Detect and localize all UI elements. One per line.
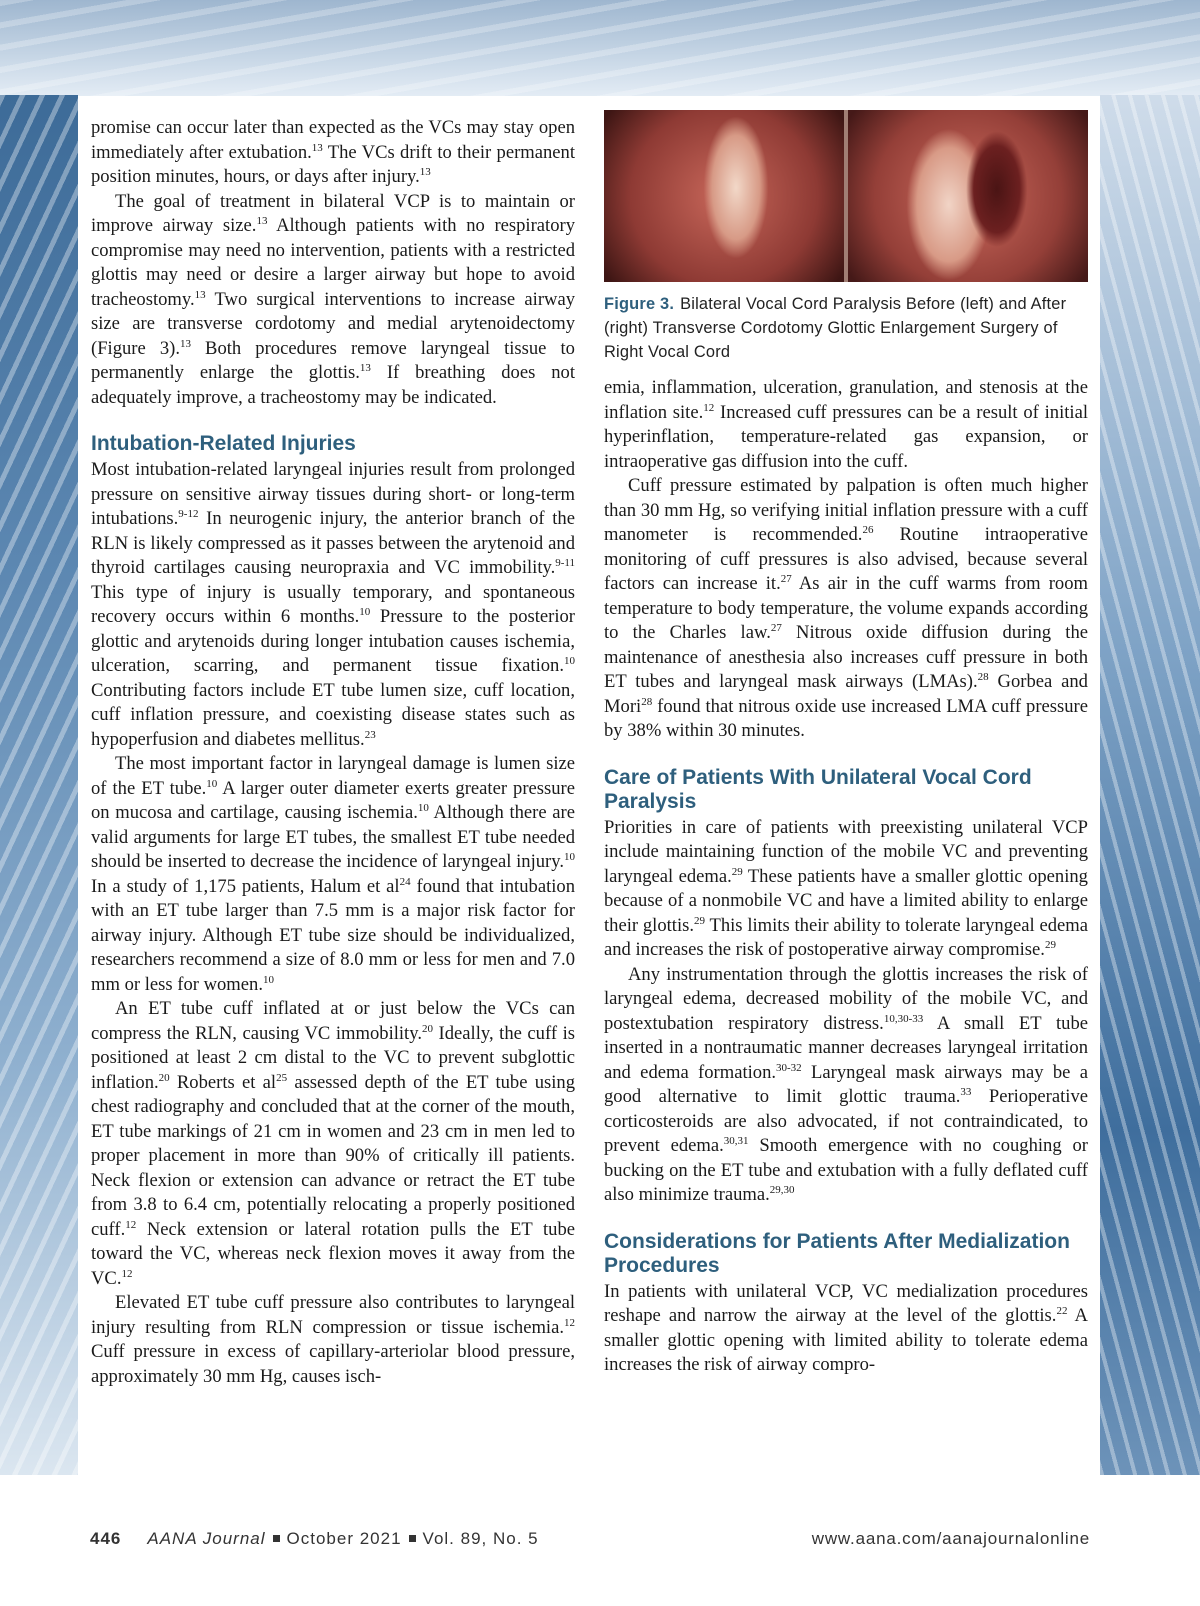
paragraph — [604, 816, 1088, 963]
page-footer — [90, 1529, 1090, 1553]
text-run: Smooth emergence with no coughing or bucking on the ET tube and extubation with a fully deflated cuff also minimize trauma. — [604, 1135, 1088, 1205]
text-run: The goal of treatment in bilateral VCP is to maintain or improve airway size. — [91, 190, 575, 236]
citation-ref: 13 — [359, 361, 371, 374]
paragraph — [604, 474, 1088, 744]
citation-ref: 30,31 — [723, 1134, 749, 1147]
citation-ref: 25 — [276, 1071, 288, 1084]
figure-label: Figure 3. — [604, 295, 675, 313]
citation-ref: 9-12 — [178, 507, 199, 520]
page-number: 446 — [90, 1529, 122, 1548]
text-run: Priorities in care of patients with preexisting unilateral VCP include maintaining function of the mobile VC and preventing laryngeal edema. — [604, 816, 1088, 887]
text-run: assessed depth of the ET tube using chest radiography and concluded that at the corner of the mouth, ET tube markings of 21 cm in women and 23 cm in men led to proper placement in more than 90% of critically ill patients. Neck flexion or extension can advance or retract the ET tube from 3.8 to 6.4 cm, potentially relocating a properly positioned cuff. — [91, 1071, 575, 1240]
text-run: A smaller glottic opening with limited ability to tolerate edema increases the risk of airway compro- — [604, 1305, 1088, 1375]
text-run: Elevated ET tube cuff pressure also contributes to laryngeal injury resulting from RLN compression or tissue ischemia. — [91, 1292, 575, 1338]
text-run: A larger outer diameter exerts greater pressure on mucosa and cartilage, causing ischemia. — [91, 777, 575, 823]
issue-date: October 2021 — [286, 1529, 402, 1548]
text-run: In a study of 1,175 patients, Halum et al — [91, 875, 400, 897]
paragraph — [91, 458, 575, 752]
text-run: Increased cuff pressures can be a result of initial hyperinflation, temperature-related gas expansion, or intraoperative gas diffusion into the cuff. — [604, 401, 1088, 472]
citation-ref: 13 — [194, 288, 206, 301]
citation-ref: 27 — [780, 572, 792, 585]
text-run: This limits their ability to tolerate laryngeal edema and increases the risk of postoperative airway compromise. — [604, 914, 1088, 960]
text-run: Pressure to the posterior glottic and arytenoids during longer intubation causes ischemia, ulceration, scarring, and permanent tissue fixation. — [91, 606, 575, 676]
text-run: Although there are valid arguments for large ET tubes, the smallest ET tube needed should be inserted to decrease the incidence of laryngeal injury. — [91, 802, 575, 872]
citation-ref: 12 — [564, 1316, 575, 1329]
citation-ref: 29,30 — [769, 1183, 795, 1196]
section-heading-intubation-injuries: Intubation-Related Injuries — [91, 432, 356, 455]
text-run: The VCs drift to their permanent position minutes, hours, or days after injury. — [91, 141, 575, 187]
text-run: An ET tube cuff inflated at or just below the VCs can compress the RLN, causing VC immobility. — [91, 998, 575, 1044]
text-run: promise can occur later than expected as the VCs may stay open immediately after extubation. — [91, 117, 575, 163]
paragraph — [604, 1280, 1088, 1378]
text-run: Perioperative corticosteroids are also advocated, if not contraindicated, to prevent edema. — [604, 1086, 1088, 1156]
text-run: Neck extension or lateral rotation pulls the ET tube toward the VC, whereas neck flexion moves it away from the VC. — [91, 1218, 575, 1289]
decorative-left-background — [0, 95, 78, 1475]
decorative-right-background — [1100, 95, 1200, 1475]
figure-3-image — [604, 110, 1088, 282]
text-run: Most intubation-related laryngeal injuries result from prolonged pressure on sensitive airway tissues during short- or long-term intubations. — [91, 459, 575, 529]
text-run: found that nitrous oxide use increased LMA cuff pressure by 38% within 30 minutes. — [604, 695, 1088, 741]
text-run: Routine intraoperative monitoring of cuff pressures is also advised, because several factors can increase it. — [604, 524, 1088, 594]
citation-ref: 29 — [731, 865, 743, 878]
separator-square-icon — [273, 1535, 280, 1542]
paragraph — [91, 190, 575, 411]
citation-ref: 9-11 — [555, 556, 575, 569]
citation-ref: 10 — [206, 777, 218, 790]
text-run: Ideally, the cuff is positioned at least 2 cm distal to the VC to prevent subglottic inflation. — [91, 1022, 575, 1093]
text-run: Any instrumentation through the glottis increases the risk of laryngeal edema, decreased mobility of the mobile VC, and postextubation respiratory distress. — [604, 963, 1088, 1034]
volume-issue: Vol. 89, No. 5 — [422, 1529, 539, 1548]
text-run: Both procedures remove laryngeal tissue to permanently enlarge the glottis. — [91, 337, 575, 383]
text-run: If breathing does not adequately improve, a tracheostomy may be indicated. — [91, 362, 575, 408]
figure-3 — [604, 110, 1088, 364]
paragraph — [604, 376, 1088, 474]
citation-ref: 13 — [419, 165, 431, 178]
decorative-header-background — [0, 0, 1200, 100]
text-run: As air in the cuff warms from room temperature to body temperature, the volume expands according to the Charles law. — [604, 573, 1088, 643]
text-run: Two surgical interventions to increase airway size are transverse cordotomy and medial arytenoidectomy (Figure 3). — [91, 288, 575, 359]
citation-ref: 24 — [399, 875, 411, 888]
citation-ref: 28 — [977, 670, 989, 683]
text-run: A small ET tube inserted in a nontraumatic manner decreases laryngeal irritation and edema formation. — [604, 1012, 1088, 1083]
section-heading-medialization: Considerations for Patients After Medialization Procedures — [604, 1229, 1070, 1277]
text-run: This type of injury is usually temporary, and spontaneous recovery occurs within 6 months. — [91, 581, 575, 627]
citation-ref: 20 — [158, 1071, 170, 1084]
left-column — [91, 116, 575, 1389]
text-run: Cuff pressure estimated by palpation is often much higher than 30 mm Hg, so verifying initial inflation pressure with a cuff manometer is recommended. — [604, 475, 1088, 545]
citation-ref: 12 — [703, 401, 715, 414]
citation-ref: 30-32 — [776, 1061, 802, 1074]
citation-ref: 10,30-33 — [883, 1012, 924, 1025]
figure-caption — [604, 292, 1088, 364]
laryngoscopy-photo-before — [604, 110, 844, 282]
citation-ref: 22 — [1056, 1304, 1068, 1317]
text-run: Nitrous oxide diffusion during the maintenance of anesthesia also increases cuff pressure in both ET tubes and laryngeal mask airways (LMAs). — [604, 622, 1088, 692]
journal-name: AANA Journal — [147, 1529, 266, 1548]
citation-ref: 29 — [694, 914, 706, 927]
citation-ref: 13 — [311, 141, 323, 154]
text-run: Roberts et al — [169, 1071, 277, 1093]
citation-ref: 10 — [417, 801, 429, 814]
citation-ref: 10 — [564, 850, 575, 863]
citation-ref: 33 — [960, 1085, 972, 1098]
page-content-panel — [78, 96, 1100, 1476]
text-run: In patients with unilateral VCP, VC medialization procedures reshape and narrow the airway at the level of the glottis. — [604, 1280, 1088, 1326]
text-run: The most important factor in laryngeal damage is lumen size of the ET tube. — [91, 753, 575, 799]
citation-ref: 10 — [262, 973, 274, 986]
right-column — [604, 110, 1088, 1378]
text-run: Although patients with no respiratory compromise may need no intervention, patients with a restricted glottis may need or desire a larger airway but hope to avoid tracheostomy. — [91, 215, 575, 310]
citation-ref: 12 — [125, 1218, 137, 1231]
paragraph — [604, 963, 1088, 1208]
separator-square-icon — [409, 1535, 416, 1542]
citation-ref: 28 — [641, 695, 653, 708]
text-run: Contributing factors include ET tube lumen size, cuff location, cuff inflation pressure, and coexisting disease states such as hypoperfusion and diabetes mellitus. — [91, 679, 575, 750]
text-run: Laryngeal mask airways may be a good alternative to limit glottic trauma. — [604, 1061, 1088, 1107]
paragraph — [91, 116, 575, 190]
paragraph — [91, 1291, 575, 1389]
citation-ref: 13 — [179, 337, 191, 350]
citation-ref: 23 — [364, 728, 376, 741]
paragraph — [91, 997, 575, 1291]
citation-ref: 20 — [421, 1022, 433, 1035]
citation-ref: 27 — [770, 621, 782, 634]
journal-url: www.aana.com/aanajournalonline — [811, 1529, 1090, 1548]
text-run: Gorbea and Mori — [604, 671, 1088, 717]
figure-caption-text: Bilateral Vocal Cord Paralysis Before (left) and After (right) Transverse Cordotomy Glottic Enlargement Surgery of Right Vocal Cord — [604, 295, 1067, 361]
section-heading-unilateral-vcp: Care of Patients With Unilateral Vocal Cord Paralysis — [604, 765, 1032, 813]
paragraph — [91, 752, 575, 997]
text-run: In neurogenic injury, the anterior branch of the RLN is likely compressed as it passes between the arytenoid and thyroid cartilages causing neuropraxia and VC immobility. — [91, 508, 575, 578]
text-run: emia, inflammation, ulceration, granulation, and stenosis at the inflation site. — [604, 377, 1088, 423]
text-run: found that intubation with an ET tube larger than 7.5 mm is a major risk factor for airway injury. Although ET tube size should be individualized, researchers recommend a size of 8.0 mm or less for men and 7.0 mm or less for women. — [91, 875, 575, 995]
citation-ref: 29 — [1044, 938, 1056, 951]
citation-ref: 10 — [359, 605, 371, 618]
citation-ref: 26 — [862, 523, 874, 536]
citation-ref: 12 — [121, 1267, 133, 1280]
laryngoscopy-photo-after — [848, 110, 1088, 282]
citation-ref: 10 — [564, 654, 575, 667]
text-run: These patients have a smaller glottic opening because of a nonmobile VC and have a limited ability to enlarge their glottis. — [604, 865, 1088, 936]
citation-ref: 13 — [256, 214, 268, 227]
text-run: Cuff pressure in excess of capillary-arteriolar blood pressure, approximately 30 mm Hg, causes isch- — [91, 1341, 575, 1387]
